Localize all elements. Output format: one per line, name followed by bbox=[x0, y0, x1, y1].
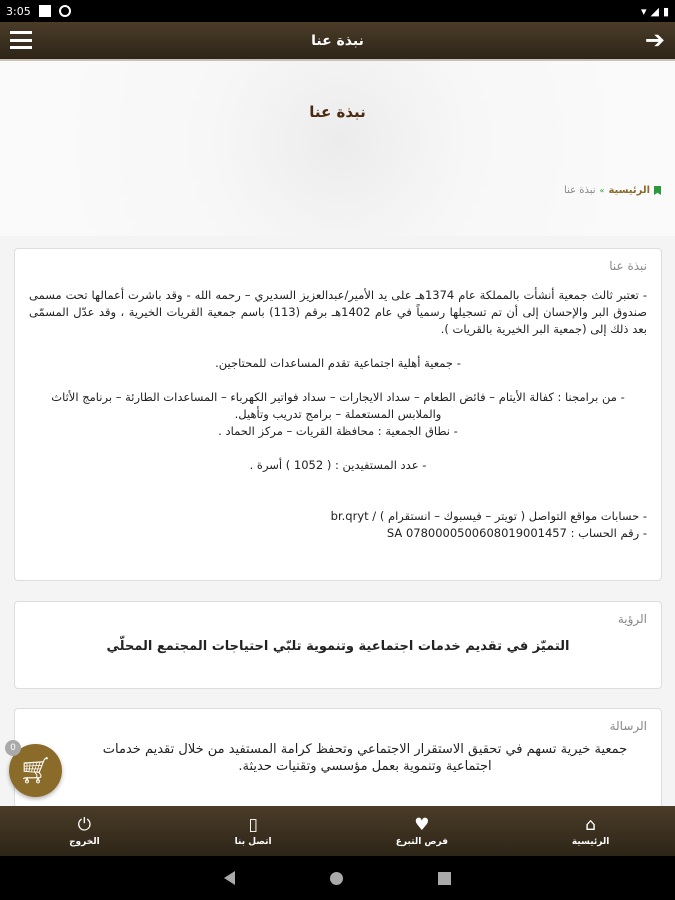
about-paragraph: - جمعية أهلية اجتماعية تقدم المساعدات للمحتاجين. bbox=[215, 356, 461, 370]
programs-text: - من برامجنا : كفالة الأيتام – فائض الطعام – سداد الايجارات – سداد فواتير الكهرباء – المساعدات الطارئة – برنامج الأثاث والملابس المستعملة – برامج تدريب وتأهيل. bbox=[51, 390, 625, 421]
menu-button[interactable] bbox=[10, 31, 32, 49]
power-icon: ⏻ bbox=[77, 814, 92, 835]
system-navigation-bar bbox=[0, 856, 675, 900]
nav-label: فرص التبرع bbox=[395, 836, 449, 847]
back-arrow-icon[interactable]: ➔ bbox=[644, 26, 665, 54]
beneficiaries-text: - عدد المستفيدين : ( 1052 ) أسرة . bbox=[249, 458, 427, 472]
mission-card bbox=[14, 708, 662, 808]
nav-label: الخروج bbox=[69, 836, 100, 847]
heart-icon: ♥ bbox=[414, 814, 430, 835]
status-bar bbox=[0, 0, 675, 22]
account-number-text: - رقم الحساب : SA 0780000500608019001457 bbox=[386, 526, 647, 540]
wifi-icon: ▾ bbox=[640, 4, 647, 18]
cart-count-badge: 0 bbox=[5, 740, 21, 756]
home-circle-icon[interactable] bbox=[330, 872, 343, 885]
social-accounts-text: - حسابات مواقع التواصل ( تويتر – فيسبوك – انستقرام ) / br.qryt bbox=[330, 509, 647, 523]
about-card bbox=[14, 248, 662, 581]
nav-home[interactable] bbox=[506, 806, 675, 856]
vision-title: الرؤية bbox=[617, 612, 647, 626]
bottom-navigation bbox=[0, 806, 675, 856]
breadcrumb-home[interactable]: الرئيسية bbox=[608, 185, 650, 196]
breadcrumb bbox=[564, 185, 661, 196]
home-icon: ⌂ bbox=[585, 814, 597, 835]
nav-label: الرئيسية bbox=[571, 836, 610, 847]
app-notification-icon bbox=[59, 5, 71, 17]
battery-icon: ▮ bbox=[662, 4, 669, 18]
notification-icon bbox=[39, 5, 51, 17]
breadcrumb-separator: » bbox=[599, 186, 605, 195]
mission-title: الرسالة bbox=[609, 719, 647, 733]
nav-logout[interactable] bbox=[0, 806, 169, 856]
vision-text: التميّز في تقديم خدمات اجتماعية وتنموية تلبّي احتياجات المجتمع المحلّي bbox=[106, 639, 570, 654]
nav-contact-us[interactable] bbox=[169, 806, 338, 856]
about-paragraph: - تعتبر ثالث جمعية أنشأت بالمملكة عام 1374هـ على يد الأمير/عبدالعزيز السديري – رحمه الله - وقد باشرت أعمالها تحت مسمى صندوق البر والإحسان إلى أن تم تسجيلها رسمياً في عام 1402هـ برقم (113) باسم جمعية القريات الخيرية ، وقد عدّل المسمّى بعد ذلك إلى (جمعية البر الخيرية بالقريات ). bbox=[29, 288, 647, 336]
recents-icon[interactable] bbox=[438, 872, 451, 885]
scope-text: - نطاق الجمعية : محافظة القريات – مركز الحماد . bbox=[218, 424, 458, 438]
about-title: نبذة عنا bbox=[609, 259, 647, 273]
mission-text: جمعية خيرية تسهم في تحقيق الاستقرار الاجتماعي وتحفظ كرامة المستفيد من خلال تقديم خدمات اجتماعية وتنموية بعمل مؤسسي وتقنيات حديثة. bbox=[102, 742, 628, 774]
hero-title: نبذة عنا bbox=[309, 103, 366, 121]
hero-banner bbox=[0, 61, 675, 236]
signal-icon: ◢ bbox=[650, 4, 659, 18]
app-header bbox=[0, 22, 675, 61]
nav-label: اتصل بنا bbox=[234, 836, 272, 847]
vision-card bbox=[14, 601, 662, 689]
breadcrumb-current: نبذة عنا bbox=[564, 185, 596, 196]
bookmark-icon bbox=[654, 186, 661, 195]
cart-icon: 🛒︎ bbox=[18, 755, 52, 786]
nav-donation-opportunities[interactable] bbox=[338, 806, 507, 856]
phone-icon: ▯ bbox=[248, 814, 258, 835]
page-title: نبذة عنا bbox=[311, 32, 364, 49]
back-icon[interactable] bbox=[224, 871, 235, 885]
status-time: 3:05 bbox=[6, 4, 31, 18]
